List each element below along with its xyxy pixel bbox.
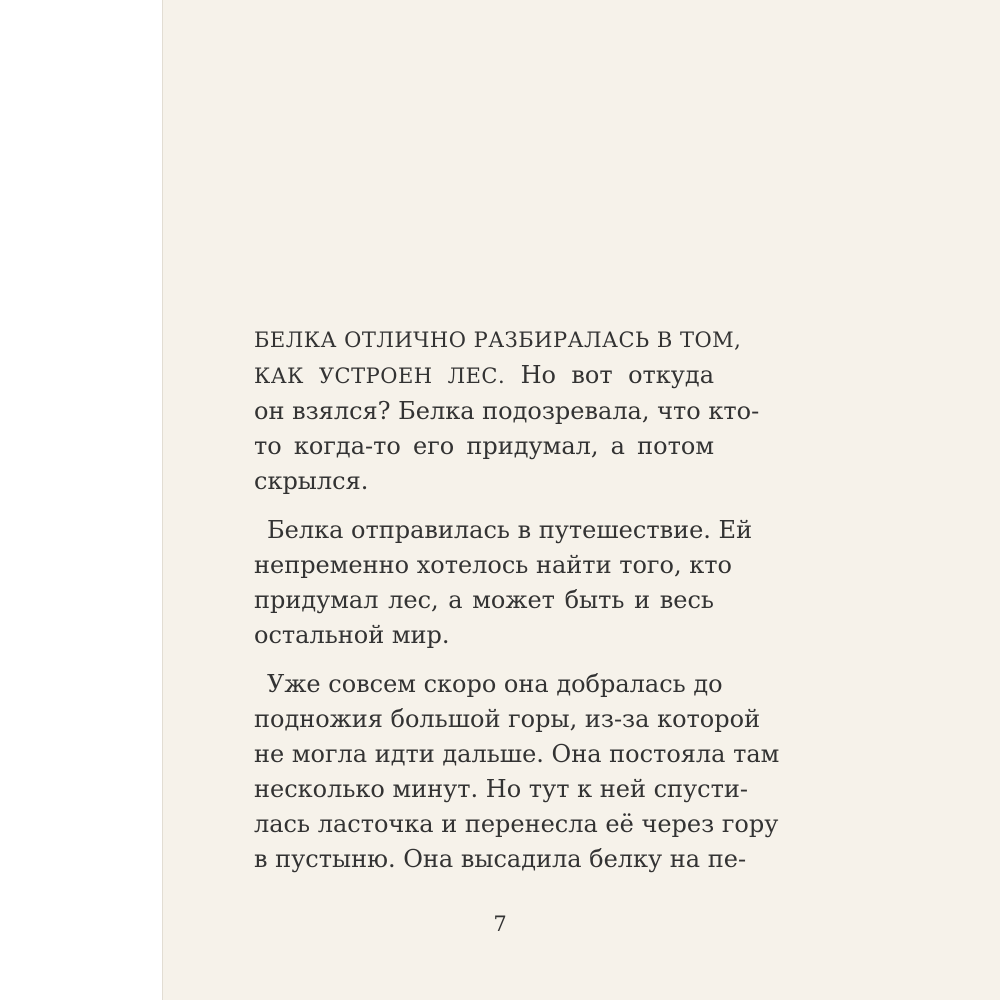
- text-line: лась ласточка и перенесла её через гору: [254, 810, 779, 838]
- paragraph-3: [254, 667, 780, 877]
- text-line: придумал лес, а может быть и весь: [254, 586, 714, 614]
- text-line: не могла идти дальше. Она постояла там: [254, 740, 780, 768]
- text-line: в пустыню. Она высадила белку на пе-: [254, 845, 747, 873]
- body-text: [254, 322, 780, 891]
- paragraph-1: [254, 322, 760, 499]
- text-line: подножия большой горы, из-за которой: [254, 705, 761, 733]
- text-line: Белка отправилась в путешествие. Ей: [267, 516, 753, 544]
- text-line: [254, 322, 742, 358]
- text-line: остальной мир.: [254, 621, 450, 649]
- paragraph-2: [254, 513, 753, 653]
- text-line: КАК УСТРОЕН ЛЕС. Но вот откуда: [254, 361, 714, 389]
- text-line: скрылся.: [254, 467, 369, 495]
- text-line: Уже совсем скоро она добралась до: [267, 670, 723, 698]
- text-line: то когда-то его придумал, а потом: [254, 432, 714, 460]
- text-line: несколько минут. Но тут к ней спусти-: [254, 775, 748, 803]
- smallcaps-run: КАК УСТРОЕН ЛЕС.: [254, 364, 506, 388]
- text-line: непременно хотелось найти того, кто: [254, 551, 732, 579]
- smallcaps-run: БЕЛКА ОТЛИЧНО РАЗБИРАЛАСЬ В ТОМ,: [254, 328, 742, 352]
- text-line: он взялся? Белка подозревала, что кто-: [254, 397, 760, 425]
- page-number: 7: [493, 912, 507, 936]
